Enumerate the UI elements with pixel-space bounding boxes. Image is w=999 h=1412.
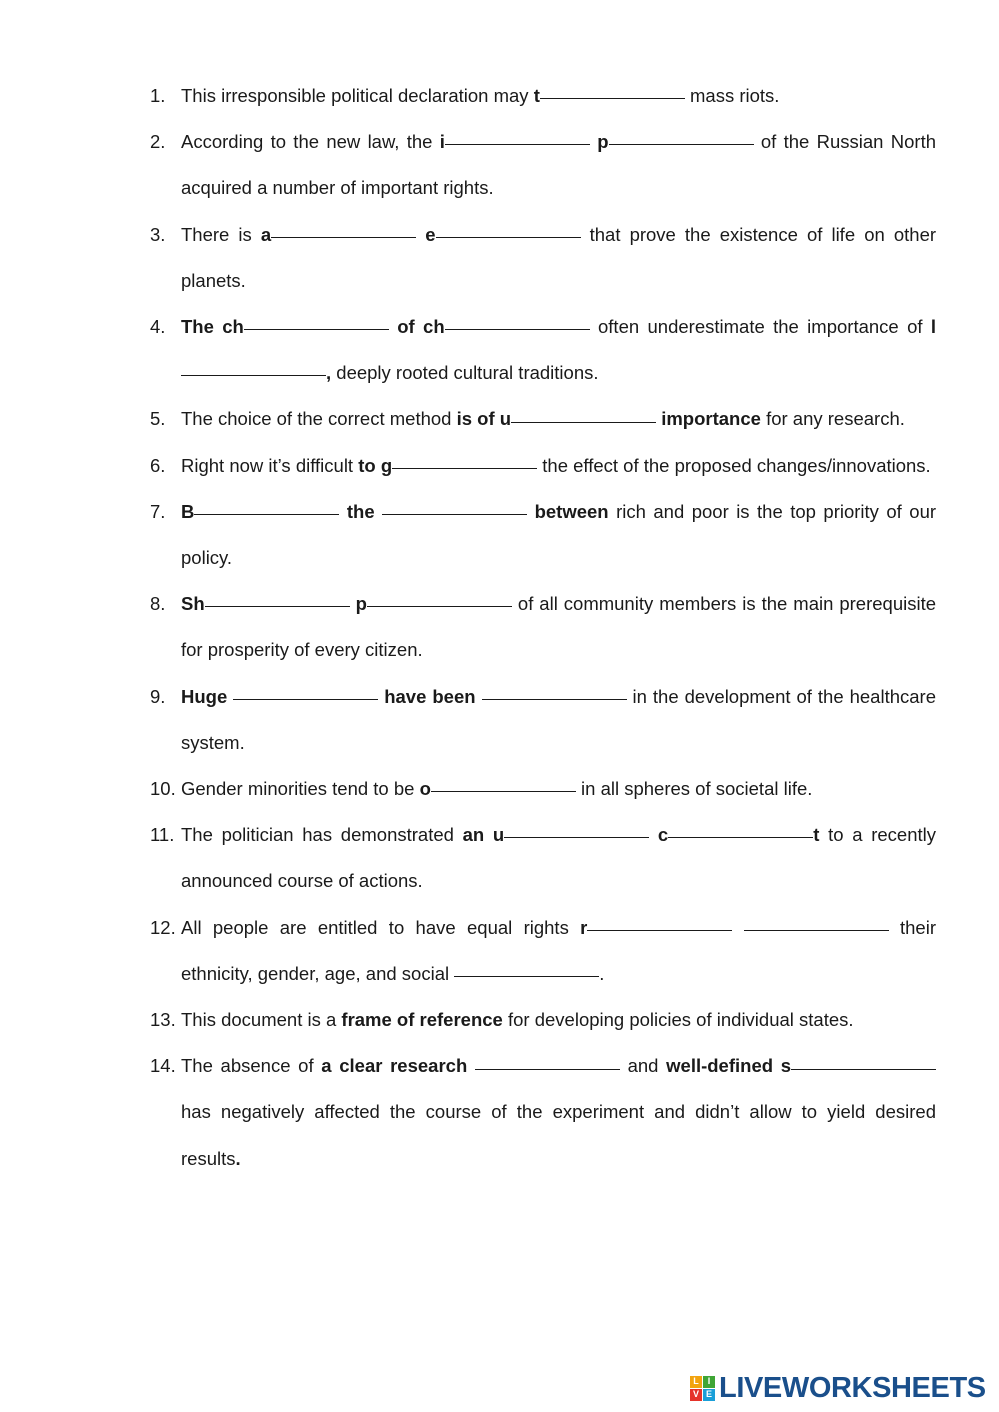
bold-cue: p (355, 593, 367, 615)
item-number: 13. (150, 1009, 176, 1031)
sentence-text (732, 917, 743, 938)
sentence-text: often underestimate the importance of (589, 316, 931, 338)
item-number: 8. (150, 593, 166, 615)
answer-blank[interactable] (436, 237, 581, 238)
answer-blank[interactable] (475, 1069, 620, 1070)
exercise-item (150, 443, 936, 489)
answer-blank[interactable] (181, 375, 326, 376)
sentence-text (649, 824, 658, 845)
logo-letter: V (690, 1389, 702, 1401)
sentence-text: rich and poor is the top priority of our policy. (181, 500, 937, 569)
bold-cue: p (597, 131, 609, 153)
sentence-text: There is (181, 223, 261, 245)
sentence-text (476, 686, 482, 707)
sentence-text (389, 316, 397, 337)
exercise-list (150, 73, 936, 1182)
sentence-text (227, 686, 233, 707)
bold-cue: i (439, 131, 445, 153)
sentence-text: to a recently announced course of actions. (181, 824, 936, 892)
sentence-text: According to the new law, the (181, 131, 440, 153)
sentence-text (467, 1055, 475, 1076)
sentence-text: The absence of (181, 1055, 322, 1077)
bold-cue: the (346, 500, 375, 522)
bold-cue: t (533, 85, 540, 106)
bold-cue: an u (462, 824, 505, 846)
bold-cue: a (260, 223, 272, 245)
item-number: 11. (150, 824, 175, 846)
answer-blank[interactable] (587, 930, 732, 931)
sentence-text: deeply rooted cultural traditions. (331, 362, 599, 384)
exercise-item (150, 812, 936, 904)
answer-blank[interactable] (367, 606, 512, 607)
answer-blank[interactable] (504, 837, 649, 838)
item-number: 3. (150, 223, 166, 245)
answer-blank[interactable] (482, 699, 627, 700)
item-number: 10. (150, 778, 176, 800)
sentence-text: This irresponsible political declaration may (181, 85, 534, 106)
exercise-item (150, 119, 936, 211)
exercise-item (150, 304, 936, 396)
liveworksheets-logo (690, 1372, 986, 1404)
bold-cue: is of u (456, 408, 512, 430)
item-number: 4. (150, 316, 166, 338)
sentence-text: for any research. (760, 408, 905, 430)
exercise-item (150, 212, 936, 304)
exercise-item (150, 581, 936, 673)
bold-cue: r (580, 916, 588, 938)
answer-blank[interactable] (392, 468, 537, 469)
exercise-item (150, 674, 936, 766)
sentence-text: The choice of the correct method (181, 408, 457, 430)
sentence-text (375, 501, 382, 522)
answer-blank[interactable] (431, 791, 576, 792)
item-number: 9. (150, 685, 166, 707)
answer-blank[interactable] (244, 329, 389, 330)
exercise-item (150, 997, 936, 1043)
sentence-text: the effect of the proposed changes/innovations. (537, 454, 931, 476)
sentence-text: in all spheres of societal life. (575, 778, 813, 800)
sentence-text: and (619, 1055, 667, 1077)
sentence-text: . (599, 962, 605, 984)
answer-blank[interactable] (205, 606, 350, 607)
bold-cue: between (534, 500, 609, 522)
exercise-item (150, 1043, 936, 1182)
bold-cue: e (425, 223, 436, 245)
sentence-text: All people are entitled to have equal rights (181, 916, 581, 938)
item-number: 7. (150, 500, 166, 522)
sentence-text: This document is a (181, 1009, 342, 1031)
sentence-text: Right now it’s difficult (181, 454, 359, 476)
bold-cue: importance (661, 408, 761, 430)
exercise-item (150, 905, 936, 997)
bold-cue: o (419, 778, 431, 800)
bold-cue: Huge (181, 685, 228, 707)
sentence-text: that prove the existence of life on other planets. (181, 223, 937, 291)
answer-blank[interactable] (744, 930, 889, 931)
answer-blank[interactable] (609, 144, 754, 145)
bold-cue: The ch (181, 316, 244, 338)
bold-cue: have been (384, 685, 476, 707)
item-number: 1. (150, 85, 166, 106)
sentence-text (527, 501, 534, 522)
sentence-text: has negatively affected the course of the experiment and didn’t allow to yield desired results (181, 1101, 936, 1169)
answer-blank[interactable] (540, 98, 685, 99)
bold-cue: t (813, 824, 820, 846)
sentence-text: mass riots. (684, 85, 780, 106)
logo-letter: E (703, 1389, 715, 1401)
bold-cue: , (326, 362, 332, 384)
bold-cue: to g (358, 454, 393, 476)
answer-blank[interactable] (382, 514, 527, 515)
sentence-text: Gender minorities tend to be (181, 778, 420, 800)
bold-cue: B (181, 500, 195, 522)
answer-blank[interactable] (511, 422, 656, 423)
sentence-text: of the Russian North acquired a number of important rights. (181, 131, 937, 199)
answer-blank[interactable] (454, 976, 599, 977)
answer-blank[interactable] (194, 514, 339, 515)
answer-blank[interactable] (668, 837, 813, 838)
sentence-text (339, 501, 346, 522)
sentence-text (416, 224, 425, 245)
bold-cue: Sh (181, 593, 205, 615)
exercise-item (150, 396, 936, 442)
bold-cue: . (235, 1147, 241, 1169)
exercise-item (150, 766, 936, 812)
bold-cue: frame of reference (341, 1009, 503, 1031)
bold-cue: c (657, 824, 669, 846)
sentence-text: their ethnicity, gender, age, and social (181, 916, 936, 984)
bold-cue: well-defined s (666, 1055, 791, 1077)
bold-cue: of ch (397, 316, 445, 338)
answer-blank[interactable] (445, 144, 590, 145)
sentence-text: in the development of the healthcare system. (181, 685, 936, 753)
logo-icon (690, 1376, 715, 1401)
sentence-text: for developing policies of individual states. (502, 1009, 854, 1031)
item-number: 6. (150, 454, 166, 476)
brand-name: LIVEWORKSHEETS (719, 1371, 986, 1404)
item-number: 14. (150, 1055, 176, 1077)
item-number: 12. (150, 916, 176, 938)
answer-blank[interactable] (445, 329, 590, 330)
answer-blank[interactable] (233, 699, 378, 700)
logo-letter: L (690, 1376, 702, 1388)
bold-cue: l (930, 316, 936, 338)
item-number: 5. (150, 408, 166, 430)
answer-blank[interactable] (791, 1069, 936, 1070)
sentence-text: The politician has demonstrated (181, 824, 463, 846)
sentence-text: of all community members is the main prerequisite for prosperity of every citizen. (181, 593, 937, 661)
logo-letter: I (703, 1376, 715, 1388)
bold-cue: a clear research (321, 1055, 468, 1077)
exercise-item (150, 489, 936, 581)
exercise-item (150, 73, 936, 119)
answer-blank[interactable] (271, 237, 416, 238)
item-number: 2. (150, 131, 166, 153)
